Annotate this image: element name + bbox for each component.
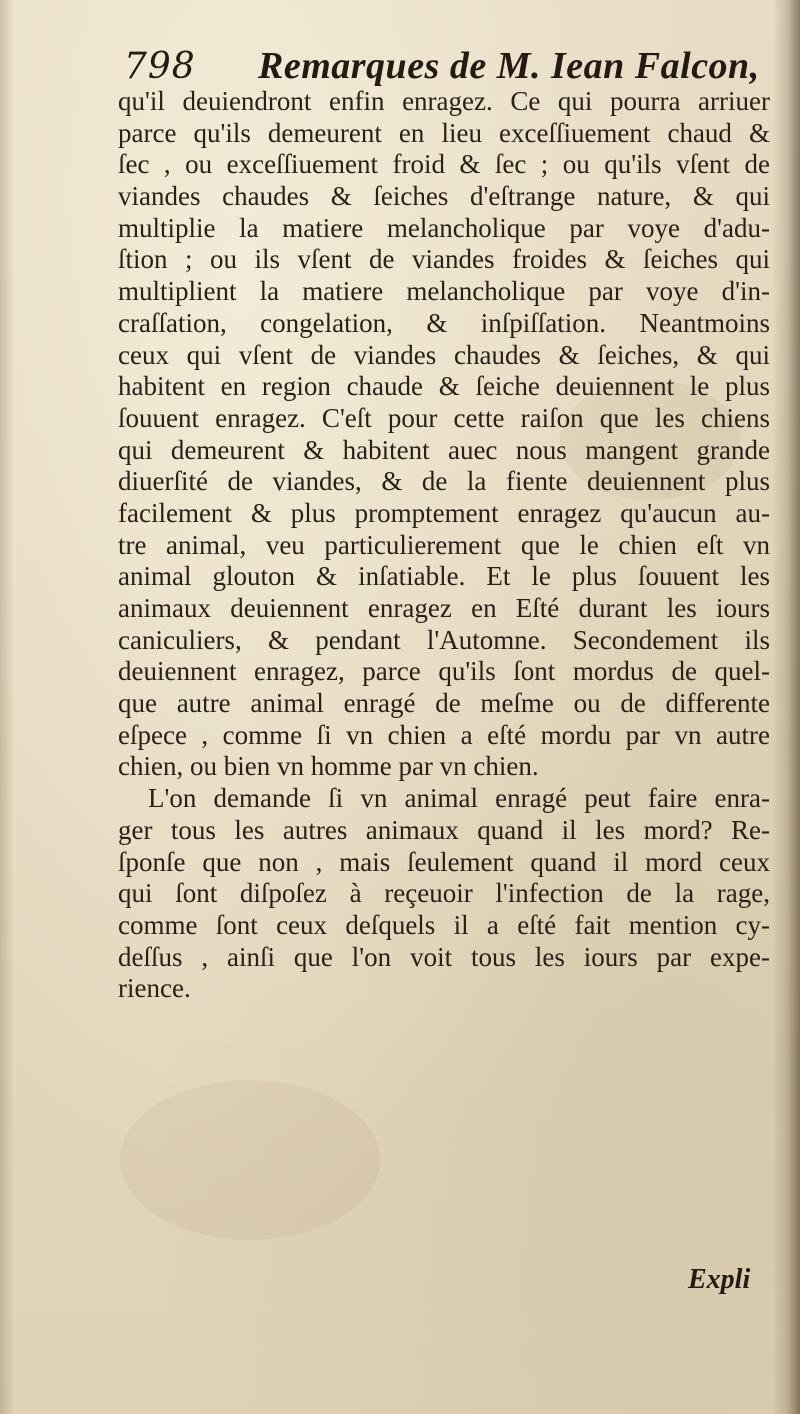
text-line: L'on demande ſi vn animal enragé peut faire enra-: [148, 783, 770, 814]
text-line: tre animal, veu particulierement que le chien eſt vn: [118, 529, 770, 560]
text-line: qu'il deuiendront enfin enragez. Ce qui pourra arriuer: [118, 86, 770, 116]
text-line: ceux qui vſent de viandes chaudes & ſeiches, & qui: [118, 339, 770, 370]
text-line: comme ſont ceux deſquels il a eſté fait mention cy-: [118, 909, 770, 940]
text-line: qui ſont diſpoſez à reçeuoir l'infection de la rage,: [118, 878, 770, 909]
text-line: deuiennent enragez, parce qu'ils ſont mordus de quel-: [118, 656, 770, 687]
text-line: habitent en region chaude & ſeiche deuiennent le plus: [118, 371, 770, 402]
running-head: [124, 40, 784, 92]
catchword: Expli: [688, 1264, 751, 1295]
text-line: rience.: [118, 973, 191, 1004]
text-line: ſponſe que non , mais ſeulement quand il mord ceux: [118, 846, 770, 877]
paper-stain: [120, 1080, 380, 1240]
text-line: diuerſité de viandes, & de la fiente deuiennent plus: [118, 466, 770, 497]
page-number: 798: [124, 46, 196, 87]
text-line: caniculiers, & pendant l'Automne. Secondement ils: [118, 624, 770, 655]
text-line: eſpece , comme ſi vn chien a eſté mordu par vn autre: [118, 719, 770, 750]
text-line: multiplient la matiere melancholique par voye d'in-: [118, 276, 770, 307]
text-line: parce qu'ils demeurent en lieu exceſſiuement chaud &: [118, 117, 770, 148]
text-line: animal glouton & inſatiable. Et le plus ſouuent les: [118, 561, 770, 592]
text-line: animaux deuiennent enragez en Eſté durant les iours: [118, 593, 770, 623]
text-line: craſſation, congelation, & inſpiſſation. Neantmoins: [118, 307, 770, 338]
text-line: ger tous les autres animaux quand il les mord? Re-: [118, 814, 770, 845]
text-line: que autre animal enragé de meſme ou de differente: [118, 688, 770, 719]
text-line: deſſus , ainſi que l'on voit tous les iours par expe-: [118, 941, 770, 972]
text-line: viandes chaudes & ſeiches d'eſtrange nature, & qui: [118, 181, 770, 212]
text-line: ſouuent enragez. C'eſt pour cette raiſon que les chiens: [118, 402, 770, 433]
running-title: Remarques de M. Iean Falcon,: [258, 45, 760, 87]
page-edge-shadow: [0, 0, 14, 1414]
binding-shadow: [772, 0, 800, 1414]
text-line: facilement & plus promptement enragez qu'aucun au-: [118, 497, 770, 528]
text-line: ſtion ; ou ils vſent de viandes froides & ſeiches qui: [118, 244, 770, 275]
text-line: ſec , ou exceſſiuement froid & ſec ; ou qu'ils vſent de: [118, 149, 770, 180]
text-line: multiplie la matiere melancholique par voye d'adu-: [118, 212, 770, 243]
text-line: chien, ou bien vn homme par vn chien.: [118, 751, 539, 782]
text-line: qui demeurent & habitent auec nous mangent grande: [118, 434, 770, 465]
body-text: [118, 86, 770, 1005]
